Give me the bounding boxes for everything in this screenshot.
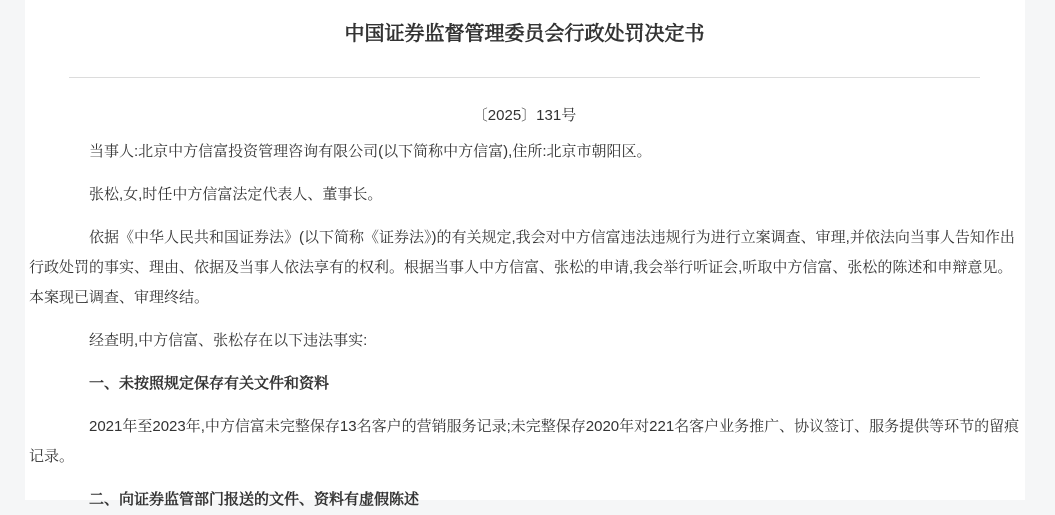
document-paragraph: 张松,女,时任中方信富法定代表人、董事长。: [89, 186, 383, 203]
document-number: 〔2025〕131号: [472, 107, 577, 124]
document-title: 中国证券监督管理委员会行政处罚决定书: [344, 23, 705, 45]
document-card: [25, 0, 1025, 508]
document-paragraph: 依据《中华人民共和国证券法》(以下简称《证券法》)的有关规定,我会对中方信富违法违规行为进行立案调查、审理,并依法向当事人告知作出行政处罚的事实、理由、依据及当事人依法享有的权利。根据当事人中方信富、张松的申请,我会举行听证会,听取中方信富、张松的陈述和申辩意见。本案现已调查、审理终结。: [29, 229, 1015, 306]
document-paragraph: 经查明,中方信富、张松存在以下违法事实:: [89, 332, 368, 349]
document-paragraph: 当事人:北京中方信富投资管理咨询有限公司(以下简称中方信富),住所:北京市朝阳区。: [89, 143, 652, 160]
document-paragraph: 二、向证券监管部门报送的文件、资料有虚假陈述: [89, 491, 420, 508]
document-paragraph: 2021年至2023年,中方信富未完整保存13名客户的营销服务记录;未完整保存2020年对221名客户业务推广、协议签订、服务提供等环节的留痕记录。: [29, 418, 1020, 465]
document-paragraph: 一、未按照规定保存有关文件和资料: [89, 375, 330, 392]
title-divider: [69, 77, 980, 78]
document-body: [29, 137, 1020, 515]
